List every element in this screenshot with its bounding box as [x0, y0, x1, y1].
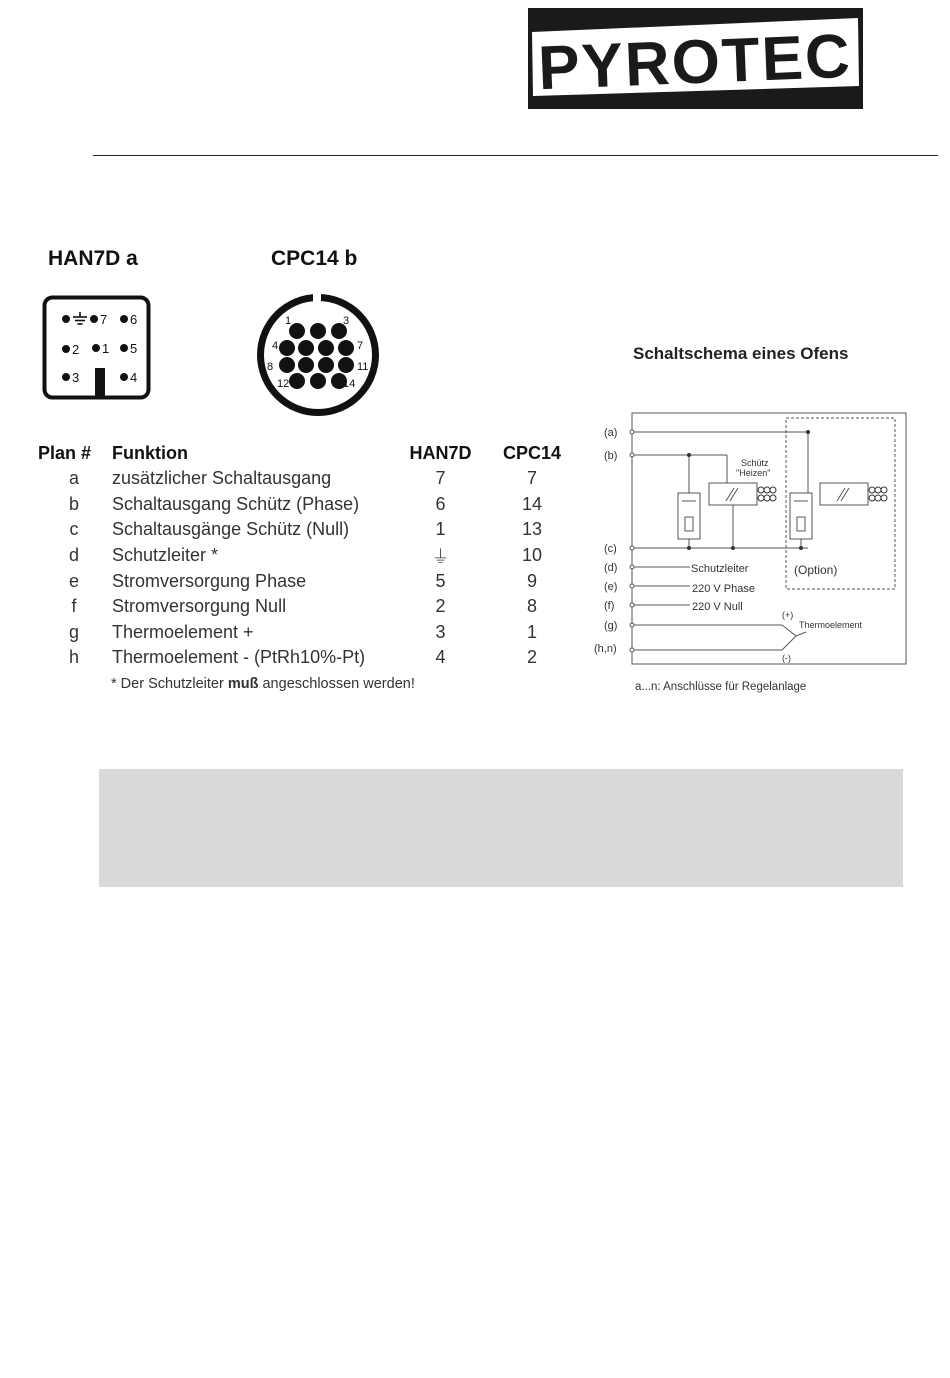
- cell-plan: a: [68, 468, 79, 489]
- terminal-label: (e): [604, 581, 618, 593]
- option-label: (Option): [794, 563, 838, 577]
- cell-funktion: Schutzleiter *: [112, 545, 219, 565]
- phase-label: 220 V Phase: [692, 583, 755, 595]
- cell-han7d: 1: [435, 519, 446, 540]
- thermoelement-label: Thermoelement: [799, 620, 863, 630]
- terminal-label: (a): [604, 427, 618, 439]
- cell-han7d: 7: [435, 468, 446, 489]
- cpc14-title: CPC14 b: [271, 247, 358, 270]
- minus-label: (-): [782, 653, 791, 663]
- terminal-label: (b): [604, 450, 618, 462]
- cpc-pin-label: 12: [277, 378, 290, 390]
- han7d-title: HAN7D a: [48, 247, 138, 270]
- footnote: [111, 676, 415, 692]
- cell-funktion: Stromversorgung Phase: [112, 570, 307, 591]
- footnote-text: * Der Schutzleiter: [111, 676, 228, 692]
- cell-plan: c: [69, 519, 79, 540]
- header-rule: [93, 155, 938, 156]
- han-pin-label: 5: [130, 341, 138, 356]
- pyrotec-logo: [528, 8, 863, 109]
- cell-cpc14: 2: [526, 647, 537, 668]
- han-pin-label: 7: [100, 312, 108, 327]
- null-label: 220 V Null: [692, 601, 743, 613]
- table-row: [36, 594, 573, 620]
- cell-plan: h: [68, 647, 79, 668]
- table-row: [36, 517, 573, 543]
- table-row: [36, 466, 573, 492]
- terminal-label: (c): [604, 543, 617, 555]
- han7d-connector-diagram: [42, 295, 154, 405]
- cell-cpc14: 1: [526, 621, 537, 642]
- cell-plan: f: [71, 596, 77, 617]
- cell-funktion: Schaltausgänge Schütz (Null): [112, 519, 350, 540]
- header-cpc14: CPC14: [502, 442, 562, 463]
- terminal-label: (d): [604, 562, 618, 574]
- cell-plan: b: [68, 493, 79, 514]
- cpc14-connector-diagram: [254, 291, 384, 421]
- plus-label: (+): [782, 610, 794, 620]
- cell-plan: d: [68, 545, 79, 565]
- cell-cpc14: 9: [526, 570, 537, 591]
- schema-title: Schaltschema eines Ofens: [633, 344, 849, 363]
- schutzleiter-label: Schutzleiter: [691, 563, 749, 575]
- cell-plan: g: [68, 621, 79, 642]
- table-row: [36, 620, 573, 646]
- cpc-pin-label: 11: [357, 361, 369, 373]
- han-pin-label: 1: [102, 341, 110, 356]
- cpc-pin-label: 3: [343, 315, 350, 327]
- cpc-pin-label: 4: [272, 340, 279, 352]
- cell-han7d-ground: ⏚: [431, 546, 450, 567]
- schema-caption: a...n: Anschlüsse für Regelanlage: [635, 681, 807, 693]
- pin-assignment-table: [36, 440, 573, 671]
- header-han7d: HAN7D: [409, 442, 472, 463]
- table-row: [36, 569, 573, 595]
- schuetz-label: Schütz: [741, 458, 769, 468]
- cell-han7d: 6: [435, 493, 446, 514]
- wiring-schematic: [594, 405, 910, 669]
- cell-plan: e: [68, 570, 79, 591]
- cell-funktion: Thermoelement +: [112, 621, 254, 642]
- cpc-pin-label: 8: [267, 361, 274, 373]
- terminal-label: (g): [604, 620, 618, 632]
- terminal-label: (f): [604, 600, 615, 612]
- table-row: [36, 543, 573, 569]
- header-plan: Plan #: [38, 442, 92, 463]
- han-pin-label: 6: [130, 312, 138, 327]
- table-row: [36, 645, 573, 671]
- footnote-text-end: angeschlossen werden!: [258, 676, 415, 692]
- terminal-label: (h,n): [594, 643, 617, 655]
- cell-cpc14: 13: [521, 519, 543, 540]
- header-funktion: Funktion: [112, 442, 188, 463]
- cell-han7d: 5: [435, 570, 446, 591]
- cell-funktion: Stromversorgung Null: [112, 596, 287, 617]
- cell-cpc14: 8: [526, 596, 537, 617]
- cpc-pin-label: 7: [357, 340, 364, 352]
- cell-cpc14: 10: [521, 545, 543, 565]
- cell-han7d: 3: [435, 621, 446, 642]
- han-pin-label: 3: [72, 370, 80, 385]
- han-pin-label: 4: [130, 370, 138, 385]
- cpc-pin-label: 14: [343, 378, 356, 390]
- grey-info-box: [99, 769, 903, 887]
- cell-han7d: 2: [435, 596, 446, 617]
- table-row: [36, 492, 573, 518]
- cell-cpc14: 14: [521, 493, 543, 514]
- han-pin-label: 2: [72, 342, 80, 357]
- cell-funktion: Thermoelement - (PtRh10%-Pt): [112, 647, 366, 668]
- han-pin-ground: [62, 315, 70, 323]
- footnote-emphasis: muß: [227, 676, 259, 692]
- logo-text: PYROTEC: [536, 21, 854, 104]
- cell-han7d: 4: [435, 647, 446, 668]
- table-header-row: [36, 440, 573, 466]
- cell-cpc14: 7: [526, 468, 537, 489]
- cpc-pin-label: 1: [285, 315, 292, 327]
- heizen-label: "Heizen": [736, 468, 771, 478]
- cell-funktion: zusätzlicher Schaltausgang: [112, 468, 332, 489]
- cell-funktion: Schaltausgang Schütz (Phase): [112, 493, 360, 514]
